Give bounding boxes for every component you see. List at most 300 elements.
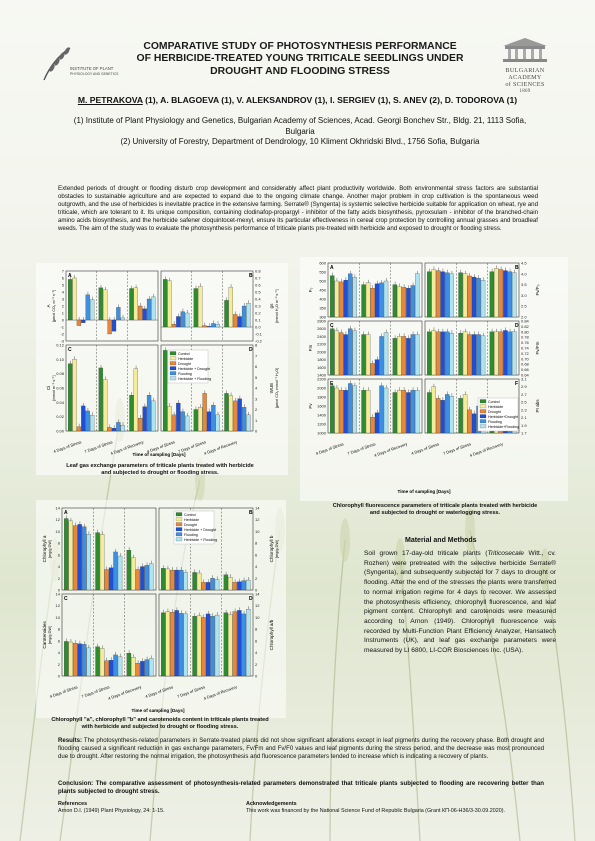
y-tick-label: 0.2 xyxy=(255,310,261,316)
bar xyxy=(87,534,91,590)
x-axis-label: Time of sampling [Days] xyxy=(397,489,451,494)
y-tick-label: 0.82 xyxy=(521,323,529,329)
bar xyxy=(445,273,449,317)
bar xyxy=(176,403,180,431)
y-tick-label: 4 xyxy=(255,650,258,656)
bar xyxy=(197,573,201,590)
y-tick-label: 0.6 xyxy=(255,282,261,288)
bar xyxy=(459,333,463,375)
bar xyxy=(459,398,463,433)
bar xyxy=(494,332,498,375)
y-axis-unit: [μmol CO₂ m⁻² s⁻¹] xyxy=(52,289,56,323)
bar xyxy=(476,335,480,376)
y-tick-label: 10 xyxy=(255,614,260,620)
presenting-author: M. PETRAKOVA xyxy=(77,95,143,105)
bar xyxy=(100,648,104,676)
y-axis-label: Chlorophyll b xyxy=(269,535,274,563)
institute-logo xyxy=(36,40,119,84)
bar xyxy=(166,569,170,590)
bar xyxy=(242,581,246,590)
y-tick-label: 4.0 xyxy=(521,271,527,277)
bar xyxy=(237,610,241,676)
y-tick-label: 2 xyxy=(57,661,60,667)
results-section xyxy=(58,737,544,760)
y-axis-label: Fv xyxy=(308,403,313,409)
logo-right-line4: 1869 xyxy=(519,89,531,94)
bar xyxy=(96,533,100,590)
results-text: The photosynthesis-related parameters in Serrate-treated plants did not show significant alterations except in leaf pigments during the recovery phase. Both drought and flooding caused a significant reduction in gas exchange parameters, Fv/Fm and Fv/F0 values and leaf pigments during the stress period, and the decrease was most pronounced due to drought. After restoring the normal irrigation, the photosynthesis and fluorescence parameters tended to increase which is indicating a recovery of plants. xyxy=(58,737,544,760)
bar xyxy=(73,526,77,590)
other-authors: (1), A. BLAGOEVA (1), V. ALEKSANDROV (1), I. SERGIEV (1), S. ANEV (2), D. TODOROVA (1) xyxy=(142,95,518,105)
y-tick-label: 600 xyxy=(319,260,326,266)
bar xyxy=(441,272,445,317)
bar xyxy=(463,332,467,375)
y-tick-label: 0.7 xyxy=(255,275,261,281)
y-tick-label: 0.80 xyxy=(521,329,529,335)
bar xyxy=(77,320,81,326)
panel-letter: B xyxy=(515,265,519,271)
bar xyxy=(384,281,388,317)
logo-right-line3: of SCIENCES xyxy=(505,81,545,88)
bar xyxy=(131,657,135,676)
bar xyxy=(335,281,339,317)
legend-swatch xyxy=(480,410,486,414)
bar xyxy=(90,300,94,320)
bar xyxy=(121,425,125,431)
bar xyxy=(140,661,144,676)
bar xyxy=(335,388,339,433)
title-line-2: OF HERBICIDE-TREATED YOUNG TRITICALE SEEDLINGS UNDER xyxy=(136,53,464,65)
bar xyxy=(207,326,211,327)
bar xyxy=(147,299,151,320)
bar xyxy=(229,396,233,431)
y-tick-label: 14 xyxy=(55,591,60,597)
y-axis-label: F₀ xyxy=(308,287,313,293)
x-tick-label: 4 Days of Stress xyxy=(144,684,174,699)
bar xyxy=(86,295,90,320)
legend-label: Herbicide xyxy=(488,405,504,409)
bar xyxy=(472,335,476,376)
bar xyxy=(179,570,183,590)
bar xyxy=(402,336,406,375)
y-axis-unit: [μmol CO₂ mmol⁻¹ H₂O] xyxy=(275,367,279,409)
bar xyxy=(113,552,117,590)
results-label: Results: xyxy=(58,737,83,744)
bar xyxy=(168,406,172,431)
bar xyxy=(140,567,144,590)
methods-text-post: Witt., cv. Rozhen) were pretreated with the selective herbicide Serrate® (Syngenta), and subsequently subjected for 7 days to drought or flooding. After the end of the stresses the plants were transferred to normal irrigation regime for 4 days to recover. We assessed the photosynthesis efficiency, chlorophyll fluorescence, and leaf pigment content. Chlorophyll and carotenoids were measured according to Arnon (1949). Chlorophyll fluorescence was recorded by Multi-Function Plant Efficiency Analyzer, Hansatech Instruments (UK), and leaf gas exchange parameters were measured by LI 6800, LI-COR Biosciences Inc. (USA). xyxy=(364,550,556,655)
bar xyxy=(172,415,176,431)
x-tick-label: 4 Days of Recovery xyxy=(203,439,238,456)
y-tick-label: 1800 xyxy=(317,357,326,363)
bar xyxy=(210,616,214,676)
y-tick-label: 1200 xyxy=(317,421,326,427)
methods-title: Material and Methods xyxy=(405,537,477,544)
y-tick-label: 8 xyxy=(57,540,60,546)
bar xyxy=(96,647,100,676)
x-tick-label: 4 Days of Stress xyxy=(48,684,79,699)
bar xyxy=(206,614,210,676)
y-axis-label: WUE xyxy=(269,382,274,394)
bar xyxy=(78,644,82,676)
y-tick-label: 2.1 xyxy=(521,415,527,421)
bar xyxy=(503,271,507,317)
bar xyxy=(136,570,140,591)
bar xyxy=(73,278,77,320)
references-section xyxy=(58,801,278,815)
bar xyxy=(161,613,165,676)
bar xyxy=(459,273,463,317)
logo-left-line2: PHYSIOLOGY AND GENETICS xyxy=(70,72,119,76)
bar xyxy=(170,570,174,590)
y-tick-label: 0.4 xyxy=(255,296,261,302)
bar xyxy=(116,422,120,431)
bar xyxy=(215,615,219,676)
bar xyxy=(233,401,237,431)
conclusion-label: Conclusion: xyxy=(58,780,94,787)
bar xyxy=(138,306,142,320)
bar xyxy=(463,274,467,317)
y-tick-label: 1.9 xyxy=(521,422,527,428)
x-tick-label: 4 Days of Recovery xyxy=(468,441,504,458)
bar xyxy=(393,393,397,434)
x-tick-label: 4 Days of Recovery xyxy=(202,684,238,701)
legend-label: Herbicide + Drought xyxy=(178,367,211,371)
bar xyxy=(202,582,206,590)
y-tick-label: 12 xyxy=(255,517,260,523)
figure-leaf-pigments xyxy=(36,500,286,718)
bar xyxy=(73,359,77,431)
poster-title xyxy=(120,41,480,78)
bar xyxy=(411,390,415,433)
bar xyxy=(246,609,250,676)
x-tick-label: 7 Days of Stress xyxy=(83,439,114,454)
author-list xyxy=(40,95,555,105)
bar xyxy=(109,568,113,590)
y-tick-label: 0 xyxy=(61,317,64,323)
legend-swatch xyxy=(480,415,486,419)
methods-text xyxy=(364,549,556,656)
y-axis-unit: [mmol m⁻² s⁻¹] xyxy=(52,375,56,401)
bar xyxy=(87,648,91,676)
bar xyxy=(103,379,107,431)
y-axis-label: Ci xyxy=(46,385,51,391)
y-tick-label: 0.04 xyxy=(56,399,64,405)
bar xyxy=(90,415,94,431)
bar xyxy=(215,579,219,590)
panel-letter: C xyxy=(68,347,72,353)
bar xyxy=(69,642,73,676)
figure-gas-exchange xyxy=(36,263,288,475)
bar xyxy=(99,368,103,431)
y-tick-label: 8 xyxy=(255,626,258,632)
y-tick-label: 1800 xyxy=(317,394,326,400)
wheat-logo-icon xyxy=(36,40,119,84)
bar xyxy=(112,320,116,331)
y-tick-label: -2 xyxy=(60,331,64,337)
bar xyxy=(179,613,183,676)
y-tick-label: 1600 xyxy=(317,364,326,370)
bar xyxy=(379,283,383,317)
bar xyxy=(184,572,188,590)
bar xyxy=(86,411,90,431)
y-tick-label: 350 xyxy=(319,305,326,311)
y-tick-label: 0.76 xyxy=(521,340,529,346)
bar xyxy=(193,572,197,590)
bar xyxy=(99,288,103,320)
bar xyxy=(468,335,472,376)
bar xyxy=(211,324,215,328)
bar xyxy=(330,276,334,317)
bar xyxy=(450,333,454,375)
x-axis-label: Time of sampling [Days] xyxy=(131,708,185,713)
bar xyxy=(197,616,201,676)
bar xyxy=(105,570,109,591)
bar xyxy=(242,407,246,431)
bar xyxy=(371,363,375,375)
legend-label: Control xyxy=(184,513,196,517)
bar xyxy=(476,278,480,317)
bar xyxy=(411,335,415,376)
fig3-caption-line1: Chlorophyll "a", chlorophyll "b" and carotenoids content in triticale plants treated xyxy=(51,717,269,723)
bar xyxy=(224,393,228,431)
bar xyxy=(224,613,228,676)
y-tick-label: 1400 xyxy=(317,372,326,378)
bar xyxy=(64,641,68,676)
y-tick-label: 4 xyxy=(255,564,258,570)
bar xyxy=(134,369,138,431)
bar xyxy=(108,427,112,431)
y-tick-label: 1 xyxy=(255,417,258,423)
legend-swatch xyxy=(176,518,182,522)
bar xyxy=(127,550,131,590)
y-tick-label: -0.2 xyxy=(255,338,262,344)
y-tick-label: 12 xyxy=(55,603,60,609)
y-tick-label: 8 xyxy=(255,342,258,348)
bar xyxy=(481,280,485,317)
bar xyxy=(445,332,449,375)
y-axis-unit: [mg/g DW] xyxy=(48,626,52,644)
bar xyxy=(228,615,232,677)
fig3-caption-line2: with herbicide and subjected to drought or flooding stress. xyxy=(81,724,239,730)
panel-letter: C xyxy=(330,323,334,329)
y-tick-label: 8 xyxy=(57,626,60,632)
y-tick-label: 0.3 xyxy=(255,303,261,309)
bar xyxy=(168,281,172,327)
bar xyxy=(393,285,397,317)
bar xyxy=(353,331,357,375)
y-tick-label: 4 xyxy=(57,564,60,570)
y-tick-label: 0.66 xyxy=(521,367,529,373)
bar xyxy=(379,336,383,375)
y-tick-label: 400 xyxy=(319,296,326,302)
y-tick-label: 3 xyxy=(255,396,258,402)
bar xyxy=(384,388,388,433)
bar xyxy=(136,663,140,676)
bar xyxy=(134,288,138,320)
y-tick-label: 550 xyxy=(319,269,326,275)
y-tick-label: 2200 xyxy=(317,341,326,347)
y-tick-label: 0.5 xyxy=(255,289,261,295)
bar xyxy=(181,312,185,327)
bar xyxy=(432,269,436,317)
y-tick-label: -0.1 xyxy=(255,331,262,337)
fig1-caption-line2: and subjected to drought or flooding stress. xyxy=(101,470,219,476)
bar xyxy=(445,394,449,433)
legend-swatch xyxy=(170,372,176,376)
bar xyxy=(246,415,250,431)
y-tick-label: 3.1 xyxy=(521,376,527,382)
bar xyxy=(112,428,116,431)
bar xyxy=(238,399,242,431)
y-axis-unit: [mg/g DW] xyxy=(275,540,279,558)
bar xyxy=(121,318,125,320)
y-tick-label: 12 xyxy=(255,603,260,609)
bar xyxy=(161,568,165,590)
y-tick-label: 2.9 xyxy=(521,384,527,390)
y-tick-label: 0 xyxy=(255,587,258,593)
academy-logo xyxy=(490,36,560,96)
bar xyxy=(82,644,86,676)
bar xyxy=(406,288,410,317)
bar xyxy=(436,398,440,433)
legend-swatch xyxy=(176,523,182,527)
bar xyxy=(481,336,485,375)
bar xyxy=(216,324,220,327)
title-line-1: COMPARATIVE STUDY OF PHOTOSYNTHESIS PERFORMANCE xyxy=(143,41,457,52)
bar xyxy=(170,612,174,676)
x-tick-label: 4 Days of Stress xyxy=(314,441,345,456)
bar xyxy=(77,427,81,431)
y-axis-label: Chlorophyll a/b xyxy=(269,619,274,651)
abstract-text: Extended periods of drought or flooding disturb crop development and considerably affect plant productivity worldwide. Both environmental stress factors are substantial obstacles to sustainable agriculture and are expected to expand due to the ongoing climate change. Another major problem in crop cultivation is the spontaneous weed outgrowth, and the use of herbicides is inevitable practice in the extensive farming. Serrate® (Syngenta) is systemic selective herbicide suitable for application on wheat, rye and triticale, which are tolerant to it. Its unique composition, containing clodinafop-propargyl - inhibitor of the fatty acids biosynthesis, pyroxsulam - inhibitor of the branched-chain amino acids biosynthesis, and the herbicide safener cloquintocet-mexyl, ensure its particular effectiveness in cereal crop protection by controlling annual grasses and broadleaf weeds. The aim of the study was to evaluate the photosynthesis performance of triticale plants pre-treated with herbicide and exposed to drought or flooding stress. xyxy=(58,185,538,232)
bar xyxy=(198,407,202,431)
bar xyxy=(129,289,133,321)
bar xyxy=(109,660,113,676)
bar xyxy=(339,282,343,317)
panel-letter: D xyxy=(249,347,253,353)
legend-swatch xyxy=(170,352,176,356)
bar xyxy=(185,313,189,327)
panel-letter: B xyxy=(249,510,253,516)
bar xyxy=(118,556,122,590)
y-tick-label: 6 xyxy=(57,638,60,644)
bar xyxy=(224,300,228,327)
acknowledgements-text: This work was financed by the National Science Fund of Republic Bulgaria (Grant КП-06-Н36/3-30.09.2020). xyxy=(246,808,506,814)
y-tick-label: 0.12 xyxy=(56,342,64,348)
bar xyxy=(210,578,214,590)
y-axis-label: Chlorophyll a xyxy=(42,535,47,563)
panel-frame xyxy=(161,271,253,341)
bar xyxy=(335,331,339,375)
x-tick-label: 7 Days of Stress xyxy=(442,441,472,456)
y-tick-label: 0.68 xyxy=(521,361,529,367)
bar xyxy=(441,400,445,433)
legend-label: Control xyxy=(488,400,500,404)
y-tick-label: 2400 xyxy=(317,333,326,339)
fig3-caption xyxy=(40,717,280,731)
x-tick-label: 7 Days of Stress xyxy=(176,684,206,699)
methods-text-pre: Soil grown 17-day-old triticale plants ( xyxy=(364,550,488,557)
x-tick-label: 4 Days of Stress xyxy=(410,441,440,456)
x-tick-label: 4 Days of Recovery xyxy=(109,439,145,456)
bar xyxy=(375,413,379,433)
legend-swatch xyxy=(480,425,486,429)
bar xyxy=(330,329,334,375)
bar xyxy=(246,303,250,327)
bar xyxy=(375,360,379,375)
legend-swatch xyxy=(480,400,486,404)
bar xyxy=(512,273,516,317)
bar xyxy=(499,269,503,317)
y-axis-label: Fv/F₀ xyxy=(535,284,540,296)
bar xyxy=(78,524,82,590)
bar xyxy=(494,268,498,317)
bar xyxy=(194,289,198,328)
legend-swatch xyxy=(480,420,486,424)
affiliation-2: (2) University of Forestry, Department of Dendrology, 10 Kliment Okhridski Blvd., 1756 Sofia, Bulgaria xyxy=(120,137,480,146)
bar xyxy=(344,280,348,317)
y-axis-label: PI abs xyxy=(535,399,540,413)
bar xyxy=(402,287,406,317)
acknowledgements-section xyxy=(246,801,556,815)
y-axis-label: Fv/Fm xyxy=(535,341,540,355)
references-title: References xyxy=(58,801,88,807)
logo-right-line1: BULGARIAN xyxy=(505,67,545,74)
bar xyxy=(129,395,133,431)
bar xyxy=(229,287,233,327)
bar xyxy=(198,286,202,327)
x-tick-label: 7 Days of Stress xyxy=(346,441,377,456)
bar xyxy=(181,412,185,431)
y-tick-label: 3.5 xyxy=(521,282,527,288)
legend-label: Herbicide+Drought xyxy=(488,415,519,419)
legend-swatch xyxy=(176,538,182,542)
bar xyxy=(237,582,241,590)
y-tick-label: 0.78 xyxy=(521,334,529,340)
bar xyxy=(64,519,68,590)
bar xyxy=(108,320,112,334)
bar xyxy=(184,614,188,676)
bar xyxy=(163,279,167,327)
y-tick-label: 14 xyxy=(255,591,260,597)
fig1-caption xyxy=(40,463,280,477)
bar xyxy=(508,272,512,317)
legend-label: Herbicide + Flooding xyxy=(178,377,212,381)
y-tick-label: 0.74 xyxy=(521,345,529,351)
bar xyxy=(415,274,419,317)
bar xyxy=(116,307,120,320)
bar xyxy=(143,309,147,320)
y-tick-label: -3 xyxy=(60,338,64,344)
legend-label: Herbicide xyxy=(178,357,194,361)
bar xyxy=(348,274,352,317)
legend-swatch xyxy=(170,377,176,381)
legend-swatch xyxy=(170,357,176,361)
y-tick-label: 0.02 xyxy=(56,414,64,420)
bar xyxy=(166,612,170,676)
bar xyxy=(216,415,220,431)
y-axis-label: gs xyxy=(269,303,274,309)
y-tick-label: 0.08 xyxy=(56,371,64,377)
y-tick-label: 4 xyxy=(255,385,258,391)
y-tick-label: 6 xyxy=(255,552,258,558)
bar xyxy=(379,386,383,433)
bar xyxy=(512,332,516,375)
y-tick-label: 0 xyxy=(57,587,60,593)
y-tick-label: 2 xyxy=(57,575,60,581)
legend-label: Flooding xyxy=(178,372,192,376)
